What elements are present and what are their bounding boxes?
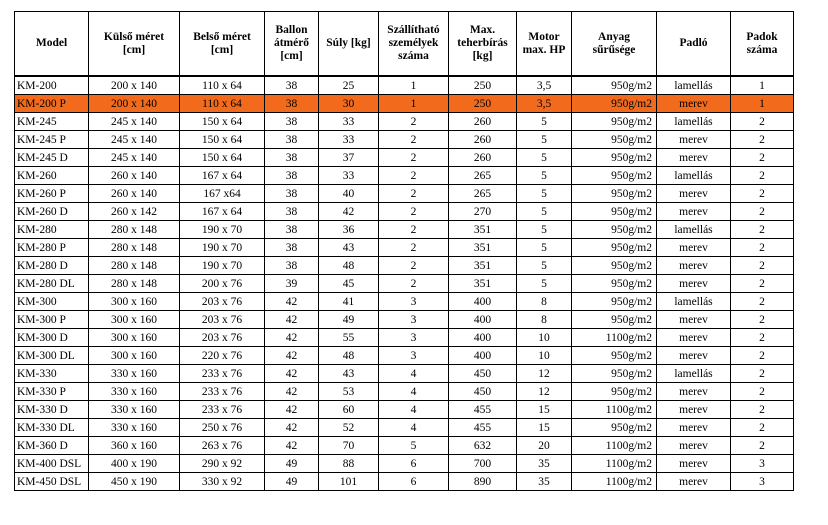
cell-szemelyek: 2 [379,113,449,131]
cell-belso: 330 x 92 [180,473,265,491]
cell-motor: 35 [517,455,572,473]
cell-teherbiras: 450 [449,365,517,383]
cell-motor: 5 [517,185,572,203]
cell-anyag: 1100g/m2 [572,455,657,473]
cell-anyag: 950g/m2 [572,221,657,239]
cell-belso: 203 x 76 [180,311,265,329]
cell-szemelyek: 2 [379,167,449,185]
cell-padok: 2 [731,203,794,221]
cell-motor: 5 [517,149,572,167]
cell-szemelyek: 2 [379,149,449,167]
cell-belso: 250 x 76 [180,419,265,437]
cell-szemelyek: 4 [379,401,449,419]
cell-teherbiras: 351 [449,239,517,257]
cell-kulso: 330 x 160 [89,401,180,419]
cell-kulso: 330 x 160 [89,419,180,437]
cell-model: KM-330 [15,365,89,383]
cell-motor: 12 [517,365,572,383]
cell-ballon: 38 [265,239,319,257]
cell-padok: 1 [731,76,794,95]
cell-belso: 203 x 76 [180,329,265,347]
cell-padok: 2 [731,383,794,401]
table-row [15,347,794,365]
cell-padlo: merev [657,383,731,401]
cell-padok: 1 [731,95,794,113]
cell-suly: 88 [319,455,379,473]
cell-kulso: 330 x 160 [89,383,180,401]
cell-suly: 40 [319,185,379,203]
cell-suly: 25 [319,76,379,95]
cell-ballon: 38 [265,149,319,167]
cell-kulso: 280 x 148 [89,275,180,293]
column-header-padlo: Padló [657,12,731,77]
cell-model: KM-450 DSL [15,473,89,491]
cell-padlo: merev [657,239,731,257]
cell-kulso: 300 x 160 [89,347,180,365]
cell-teherbiras: 450 [449,383,517,401]
cell-szemelyek: 3 [379,329,449,347]
cell-szemelyek: 5 [379,437,449,455]
cell-motor: 5 [517,131,572,149]
cell-kulso: 260 x 140 [89,167,180,185]
cell-padok: 2 [731,131,794,149]
cell-model: KM-280 D [15,257,89,275]
column-header-kulso-meret: Külső méret [cm] [89,12,180,77]
cell-ballon: 38 [265,167,319,185]
cell-padok: 2 [731,167,794,185]
cell-anyag: 950g/m2 [572,383,657,401]
cell-ballon: 38 [265,95,319,113]
cell-motor: 35 [517,473,572,491]
table-row [15,383,794,401]
cell-anyag: 950g/m2 [572,149,657,167]
cell-anyag: 950g/m2 [572,76,657,95]
cell-teherbiras: 265 [449,167,517,185]
cell-padok: 2 [731,419,794,437]
cell-model: KM-200 P [15,95,89,113]
cell-szemelyek: 2 [379,131,449,149]
cell-ballon: 49 [265,473,319,491]
cell-padlo: merev [657,95,731,113]
cell-teherbiras: 351 [449,221,517,239]
cell-ballon: 42 [265,383,319,401]
cell-model: KM-280 P [15,239,89,257]
cell-ballon: 38 [265,185,319,203]
cell-motor: 8 [517,311,572,329]
cell-suly: 45 [319,275,379,293]
cell-szemelyek: 3 [379,293,449,311]
cell-ballon: 42 [265,365,319,383]
cell-anyag: 950g/m2 [572,365,657,383]
table-row [15,76,794,95]
cell-anyag: 950g/m2 [572,293,657,311]
cell-anyag: 1100g/m2 [572,437,657,455]
table-row [15,401,794,419]
cell-teherbiras: 400 [449,311,517,329]
cell-motor: 5 [517,239,572,257]
cell-suly: 43 [319,365,379,383]
cell-anyag: 950g/m2 [572,95,657,113]
cell-padlo: merev [657,401,731,419]
cell-ballon: 38 [265,221,319,239]
cell-motor: 5 [517,257,572,275]
table-row [15,221,794,239]
column-header-teherbiras: Max. teherbírás [kg] [449,12,517,77]
table-row [15,257,794,275]
cell-padlo: merev [657,149,731,167]
cell-belso: 167 x 64 [180,203,265,221]
cell-motor: 12 [517,383,572,401]
cell-belso: 233 x 76 [180,383,265,401]
cell-anyag: 1100g/m2 [572,401,657,419]
cell-padlo: lamellás [657,76,731,95]
cell-padlo: merev [657,347,731,365]
cell-belso: 233 x 76 [180,365,265,383]
cell-suly: 48 [319,347,379,365]
cell-suly: 48 [319,257,379,275]
cell-anyag: 950g/m2 [572,203,657,221]
cell-belso: 190 x 70 [180,239,265,257]
cell-padok: 2 [731,365,794,383]
cell-padlo: merev [657,275,731,293]
cell-teherbiras: 265 [449,185,517,203]
cell-anyag: 950g/m2 [572,311,657,329]
cell-padlo: merev [657,473,731,491]
cell-motor: 15 [517,419,572,437]
cell-suly: 60 [319,401,379,419]
cell-padlo: merev [657,419,731,437]
cell-suly: 33 [319,113,379,131]
cell-suly: 42 [319,203,379,221]
cell-szemelyek: 4 [379,365,449,383]
cell-suly: 55 [319,329,379,347]
header-row [15,12,794,77]
cell-padlo: merev [657,131,731,149]
cell-kulso: 245 x 140 [89,131,180,149]
cell-kulso: 450 x 190 [89,473,180,491]
cell-motor: 5 [517,167,572,185]
cell-szemelyek: 4 [379,419,449,437]
cell-motor: 5 [517,203,572,221]
cell-szemelyek: 3 [379,347,449,365]
cell-anyag: 950g/m2 [572,185,657,203]
cell-teherbiras: 351 [449,257,517,275]
table-row [15,239,794,257]
cell-teherbiras: 400 [449,347,517,365]
cell-kulso: 280 x 148 [89,239,180,257]
cell-model: KM-280 DL [15,275,89,293]
table-row [15,275,794,293]
cell-belso: 167 x64 [180,185,265,203]
cell-padok: 2 [731,221,794,239]
cell-model: KM-300 [15,293,89,311]
cell-model: KM-200 [15,76,89,95]
column-header-ballon-atmero: Ballon átmérő [cm] [265,12,319,77]
cell-belso: 190 x 70 [180,257,265,275]
cell-szemelyek: 1 [379,76,449,95]
cell-motor: 10 [517,347,572,365]
cell-belso: 220 x 76 [180,347,265,365]
cell-model: KM-360 D [15,437,89,455]
cell-teherbiras: 890 [449,473,517,491]
cell-suly: 36 [319,221,379,239]
cell-kulso: 245 x 140 [89,149,180,167]
cell-teherbiras: 250 [449,95,517,113]
cell-suly: 33 [319,167,379,185]
cell-padok: 2 [731,113,794,131]
cell-padok: 2 [731,275,794,293]
table-row [15,293,794,311]
cell-suly: 101 [319,473,379,491]
cell-teherbiras: 270 [449,203,517,221]
cell-model: KM-260 P [15,185,89,203]
cell-padlo: merev [657,455,731,473]
cell-ballon: 38 [265,131,319,149]
cell-teherbiras: 400 [449,329,517,347]
cell-kulso: 300 x 160 [89,329,180,347]
cell-suly: 37 [319,149,379,167]
cell-anyag: 950g/m2 [572,131,657,149]
cell-padlo: merev [657,203,731,221]
cell-padok: 2 [731,329,794,347]
cell-belso: 290 x 92 [180,455,265,473]
cell-belso: 190 x 70 [180,221,265,239]
table-row [15,455,794,473]
spec-sheet [14,11,794,491]
cell-ballon: 39 [265,275,319,293]
cell-padlo: lamellás [657,365,731,383]
cell-model: KM-280 [15,221,89,239]
cell-szemelyek: 2 [379,185,449,203]
table-row [15,311,794,329]
cell-model: KM-245 [15,113,89,131]
cell-model: KM-260 D [15,203,89,221]
cell-anyag: 950g/m2 [572,275,657,293]
cell-anyag: 950g/m2 [572,167,657,185]
cell-kulso: 200 x 140 [89,76,180,95]
cell-padok: 2 [731,185,794,203]
cell-padlo: lamellás [657,221,731,239]
cell-motor: 15 [517,401,572,419]
cell-padok: 2 [731,347,794,365]
cell-kulso: 245 x 140 [89,113,180,131]
cell-szemelyek: 2 [379,257,449,275]
cell-model: KM-300 P [15,311,89,329]
cell-padlo: merev [657,329,731,347]
table-row [15,329,794,347]
cell-padok: 2 [731,149,794,167]
column-header-model: Model [15,12,89,77]
cell-motor: 5 [517,113,572,131]
cell-teherbiras: 250 [449,76,517,95]
cell-suly: 43 [319,239,379,257]
cell-teherbiras: 632 [449,437,517,455]
cell-suly: 30 [319,95,379,113]
table-row [15,149,794,167]
cell-model: KM-330 DL [15,419,89,437]
table-body [15,76,794,491]
cell-ballon: 42 [265,329,319,347]
cell-motor: 3,5 [517,95,572,113]
cell-motor: 5 [517,275,572,293]
cell-belso: 110 x 64 [180,76,265,95]
cell-belso: 150 x 64 [180,131,265,149]
cell-motor: 8 [517,293,572,311]
cell-suly: 53 [319,383,379,401]
cell-belso: 167 x 64 [180,167,265,185]
cell-motor: 10 [517,329,572,347]
cell-kulso: 280 x 148 [89,257,180,275]
cell-kulso: 260 x 140 [89,185,180,203]
cell-anyag: 1100g/m2 [572,329,657,347]
cell-motor: 3,5 [517,76,572,95]
cell-motor: 20 [517,437,572,455]
cell-ballon: 38 [265,76,319,95]
table-row [15,365,794,383]
cell-teherbiras: 351 [449,275,517,293]
cell-suly: 52 [319,419,379,437]
cell-szemelyek: 2 [379,275,449,293]
cell-kulso: 330 x 160 [89,365,180,383]
cell-padlo: merev [657,311,731,329]
cell-belso: 200 x 76 [180,275,265,293]
cell-belso: 150 x 64 [180,149,265,167]
cell-belso: 150 x 64 [180,113,265,131]
cell-anyag: 950g/m2 [572,347,657,365]
cell-ballon: 42 [265,401,319,419]
cell-model: KM-260 [15,167,89,185]
cell-padlo: merev [657,257,731,275]
table-row [15,131,794,149]
cell-ballon: 38 [265,257,319,275]
cell-kulso: 280 x 148 [89,221,180,239]
table-row [15,419,794,437]
cell-model: KM-400 DSL [15,455,89,473]
cell-anyag: 950g/m2 [572,419,657,437]
table-row [15,203,794,221]
cell-kulso: 400 x 190 [89,455,180,473]
column-header-padok: Padok száma [731,12,794,77]
cell-padok: 2 [731,239,794,257]
column-header-anyag: Anyag sűrűsége [572,12,657,77]
cell-padok: 2 [731,293,794,311]
cell-padok: 2 [731,437,794,455]
cell-ballon: 49 [265,455,319,473]
cell-anyag: 1100g/m2 [572,473,657,491]
column-header-szemelyek: Szállítható személyek száma [379,12,449,77]
cell-suly: 33 [319,131,379,149]
cell-padok: 3 [731,473,794,491]
cell-padlo: lamellás [657,293,731,311]
table-row [15,113,794,131]
cell-padok: 2 [731,311,794,329]
cell-belso: 203 x 76 [180,293,265,311]
cell-kulso: 360 x 160 [89,437,180,455]
cell-suly: 49 [319,311,379,329]
table-row [15,473,794,491]
cell-szemelyek: 1 [379,95,449,113]
cell-ballon: 42 [265,419,319,437]
cell-szemelyek: 2 [379,239,449,257]
cell-anyag: 950g/m2 [572,257,657,275]
table-row-highlighted [15,95,794,113]
cell-teherbiras: 260 [449,131,517,149]
cell-belso: 110 x 64 [180,95,265,113]
cell-ballon: 42 [265,437,319,455]
cell-belso: 233 x 76 [180,401,265,419]
cell-kulso: 300 x 160 [89,311,180,329]
cell-padlo: merev [657,185,731,203]
cell-teherbiras: 455 [449,419,517,437]
spec-table [14,11,794,491]
cell-anyag: 950g/m2 [572,113,657,131]
cell-padok: 3 [731,455,794,473]
cell-szemelyek: 4 [379,383,449,401]
cell-model: KM-300 D [15,329,89,347]
cell-ballon: 42 [265,311,319,329]
cell-suly: 70 [319,437,379,455]
cell-teherbiras: 400 [449,293,517,311]
cell-anyag: 950g/m2 [572,239,657,257]
cell-motor: 5 [517,221,572,239]
cell-model: KM-300 DL [15,347,89,365]
cell-model: KM-330 P [15,383,89,401]
cell-szemelyek: 3 [379,311,449,329]
cell-suly: 41 [319,293,379,311]
table-row [15,437,794,455]
cell-padlo: lamellás [657,113,731,131]
column-header-suly: Súly [kg] [319,12,379,77]
cell-teherbiras: 260 [449,113,517,131]
cell-padlo: lamellás [657,167,731,185]
cell-padok: 2 [731,257,794,275]
cell-teherbiras: 260 [449,149,517,167]
cell-szemelyek: 6 [379,455,449,473]
cell-belso: 263 x 76 [180,437,265,455]
cell-ballon: 38 [265,203,319,221]
cell-padlo: merev [657,437,731,455]
column-header-belso-meret: Belső méret [cm] [180,12,265,77]
column-header-motor: Motor max. HP [517,12,572,77]
cell-teherbiras: 700 [449,455,517,473]
cell-model: KM-245 D [15,149,89,167]
cell-model: KM-245 P [15,131,89,149]
cell-teherbiras: 455 [449,401,517,419]
cell-model: KM-330 D [15,401,89,419]
cell-kulso: 200 x 140 [89,95,180,113]
table-row [15,185,794,203]
cell-padok: 2 [731,401,794,419]
cell-kulso: 300 x 160 [89,293,180,311]
cell-ballon: 42 [265,347,319,365]
table-row [15,167,794,185]
cell-ballon: 42 [265,293,319,311]
cell-szemelyek: 6 [379,473,449,491]
cell-szemelyek: 2 [379,203,449,221]
cell-szemelyek: 2 [379,221,449,239]
cell-ballon: 38 [265,113,319,131]
cell-kulso: 260 x 142 [89,203,180,221]
